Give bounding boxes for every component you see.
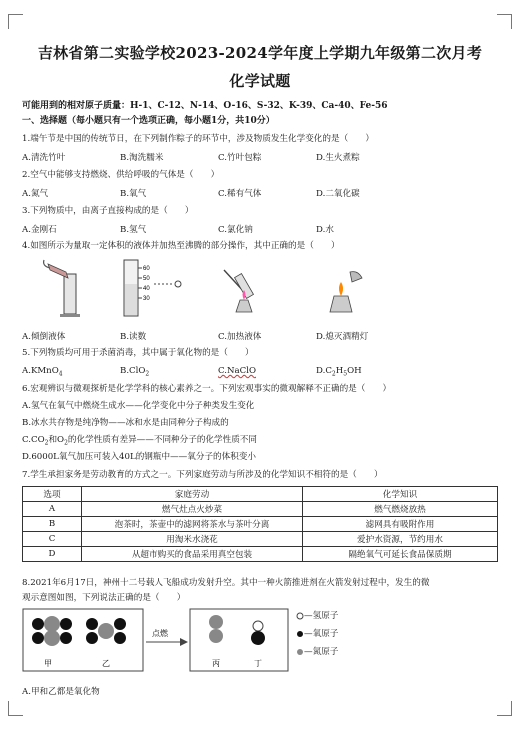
molecule-label: 丁 [254, 659, 262, 668]
table-cell: A [23, 502, 82, 517]
table-header-cell: 化学知识 [303, 487, 498, 502]
option-c[interactable]: C.稀有气体 [218, 189, 262, 199]
question-8-stem: 8.2021年6月17日，神州十二号载人飞船成功发射升空。其中一种火箭推进剂在火箭发射过程中，发生的微 [22, 578, 430, 588]
question-3-options [22, 223, 502, 235]
oxygen-atom [114, 632, 126, 644]
question-4-stem: 4.如图所示为量取一定体积的液体并加热至沸腾的部分操作，其中正确的是（ ） [22, 241, 340, 251]
question-5-stem: 5.下列物质均可用于杀菌消毒，其中属于氧化物的是（ ） [22, 348, 254, 358]
table-cell: 从超市购买的食品采用真空包装 [82, 547, 303, 562]
nitrogen-atom [209, 615, 223, 629]
molecule-label: 丙 [212, 659, 220, 668]
table-cell: D [23, 547, 82, 562]
option-a[interactable]: A.金刚石 [22, 225, 57, 235]
option-c-text: 的化学性质有差异——不同种分子的化学性质不同 [67, 435, 257, 445]
subscript: 2 [331, 370, 336, 378]
table-row[interactable] [23, 547, 498, 562]
test-tube-icon [64, 274, 76, 314]
option-d-text: D.C [316, 366, 332, 376]
option-c[interactable]: C.NaClO [218, 366, 257, 376]
tick-label: 50 [143, 276, 150, 282]
subscript: 2 [145, 370, 150, 378]
oxygen-atom [32, 618, 44, 630]
option-d[interactable]: D.水 [316, 225, 334, 235]
read-cylinder-figure [118, 258, 188, 322]
question-2-stem: 2.空气中能够支持燃烧、供给呼吸的气体是（ ） [22, 170, 220, 180]
option-b-text: B.ClO [120, 366, 146, 376]
nitrogen-atom [44, 616, 60, 632]
table-header-cell: 家庭劳动 [82, 487, 303, 502]
table-cell: C [23, 532, 82, 547]
exam-title: 吉林省第二实验学校2023-2024学年度上学期九年级第二次月考 [37, 44, 483, 62]
table-row[interactable] [23, 532, 498, 547]
table-cell: B [23, 517, 82, 532]
tick-label: 30 [143, 296, 150, 302]
tick-label: 60 [143, 266, 150, 272]
option-c[interactable] [22, 434, 502, 450]
nitrogen-atom [98, 623, 114, 639]
subscript: 2 [64, 439, 68, 447]
oxygen-atom [60, 618, 72, 630]
question-4-options [22, 330, 502, 342]
option-a-text: A.KMnO [22, 366, 59, 376]
option-a[interactable]: A.倾倒液体 [22, 332, 66, 342]
table-header-row [23, 487, 498, 502]
option-d-text: H [335, 366, 344, 376]
pour-liquid-figure [40, 258, 100, 320]
molecule-label: 甲 [44, 659, 52, 668]
alcohol-lamp-icon [236, 300, 252, 312]
option-b[interactable]: B.氢气 [120, 225, 147, 235]
section-heading: 一、选择题（每小题只有一个选项正确，每小题1分，共10分） [22, 116, 275, 126]
hydrogen-legend-icon [297, 613, 303, 619]
option-d[interactable]: D.6000L氧气加压可装入40L的钢瓶中——氧分子的体积变小 [22, 452, 257, 462]
reaction-diagram [22, 608, 322, 674]
alcohol-lamp-icon [330, 296, 352, 312]
nitrogen-legend-icon [297, 649, 303, 655]
legend-hydrogen: —氢原子 [304, 611, 339, 621]
option-c-text: C.CO [22, 435, 45, 445]
subscript: 4 [58, 370, 63, 378]
corner-mark-bottom-right [497, 701, 512, 716]
option-a[interactable]: A.清洗竹叶 [22, 153, 66, 163]
option-d[interactable]: D.二氧化碳 [316, 189, 360, 199]
table-cell: 爱护水资源，节约用水 [303, 532, 498, 547]
subscript: 2 [44, 439, 49, 447]
corner-mark-top-right [497, 14, 512, 29]
arrow-icon [180, 638, 188, 646]
table-row[interactable] [23, 502, 498, 517]
table-cell: 隔绝氧气可延长食品保质期 [303, 547, 498, 562]
legend-nitrogen: —氮原子 [304, 647, 339, 657]
molecule-label: 乙 [102, 659, 110, 668]
eye-icon [175, 281, 181, 287]
option-d[interactable] [316, 366, 362, 378]
products-box [190, 609, 288, 671]
option-d[interactable]: D.熄灭酒精灯 [316, 332, 369, 342]
table-row[interactable] [23, 517, 498, 532]
question-2-options [22, 187, 502, 199]
option-d-text: OH [347, 366, 362, 376]
hydrogen-atom [253, 621, 263, 631]
option-b[interactable]: B.淘洗糯米 [120, 153, 164, 163]
extinguish-lamp-figure [312, 260, 372, 320]
oxygen-legend-icon [297, 631, 303, 637]
table-cell: 滤网具有吸附作用 [303, 517, 498, 532]
question-3-stem: 3.下列物质中，由离子直接构成的是（ ） [22, 206, 194, 216]
question-8-stem-continued: 观示意图如图，下列说法正确的是（ ） [22, 593, 186, 603]
question-6-stem: 6.宏观辨识与微观探析是化学学科的核心素养之一。下列宏观事实的微观解释不正确的是（ ） [22, 384, 392, 394]
heat-liquid-figure [214, 260, 274, 320]
tick-label: 40 [143, 286, 150, 292]
option-b[interactable] [120, 366, 149, 378]
legend-oxygen: —氧原子 [304, 629, 339, 639]
option-a[interactable]: A.氮气 [22, 189, 49, 199]
flame-icon [339, 282, 343, 296]
option-c[interactable]: C.竹叶包粽 [218, 153, 262, 163]
oxygen-atom [251, 631, 265, 645]
table-cell: 用淘米水浇花 [82, 532, 303, 547]
option-a[interactable] [22, 366, 63, 378]
atomic-mass-line: 可能用到的相对原子质量：H-1、C-12、N-14、O-16、S-32、K-39、Ca-40、Fe-56 [22, 101, 388, 111]
reaction-condition: 点燃 [152, 629, 168, 638]
table-cell: 泡茶时，茶壶中的滤网将茶水与茶叶分离 [82, 517, 303, 532]
oxygen-atom [86, 618, 98, 630]
table-cell: 燃气灶点火炒菜 [82, 502, 303, 517]
lamp-cap-icon [350, 272, 362, 282]
table-cell: 燃气燃烧放热 [303, 502, 498, 517]
oxygen-atom [86, 632, 98, 644]
nitrogen-atom [209, 629, 223, 643]
question-7-stem: 7.学生承担家务是劳动教育的方式之一。下列家庭劳动与所涉及的化学知识不相符的是（ ） [22, 470, 383, 480]
option-d[interactable]: D.生火煮粽 [316, 153, 360, 163]
oxygen-atom [32, 632, 44, 644]
option-b[interactable]: B.冰水共存物是纯净物——冰和水是由同种分子构成的 [22, 418, 229, 428]
subscript: 5 [343, 370, 348, 378]
option-a[interactable]: A.甲和乙都是氧化物 [22, 687, 100, 697]
option-c[interactable]: C.氯化钠 [218, 225, 253, 235]
question-1-options [22, 151, 502, 163]
question-7-table [22, 486, 498, 562]
question-5-options [22, 366, 502, 378]
corner-mark-bottom-left [8, 701, 23, 716]
option-c-text: 和O [48, 435, 65, 445]
question-1-stem: 1.端午节是中国的传统节日，在下列制作粽子的环节中，涉及物质发生化学变化的是（ ） [22, 134, 374, 144]
option-a[interactable]: A.氢气在氧气中燃烧生成水——化学变化中分子种类发生变化 [22, 401, 255, 411]
option-b[interactable]: B.读数 [120, 332, 147, 342]
table-header-cell: 选项 [23, 487, 82, 502]
corner-mark-top-left [8, 14, 23, 29]
option-c[interactable]: C.加热液体 [218, 332, 262, 342]
nitrogen-atom [44, 630, 60, 646]
exam-subject: 化学试题 [229, 72, 291, 90]
oxygen-atom [60, 632, 72, 644]
oxygen-atom [114, 618, 126, 630]
option-b[interactable]: B.氧气 [120, 189, 147, 199]
reagent-bottle-icon [48, 264, 68, 278]
